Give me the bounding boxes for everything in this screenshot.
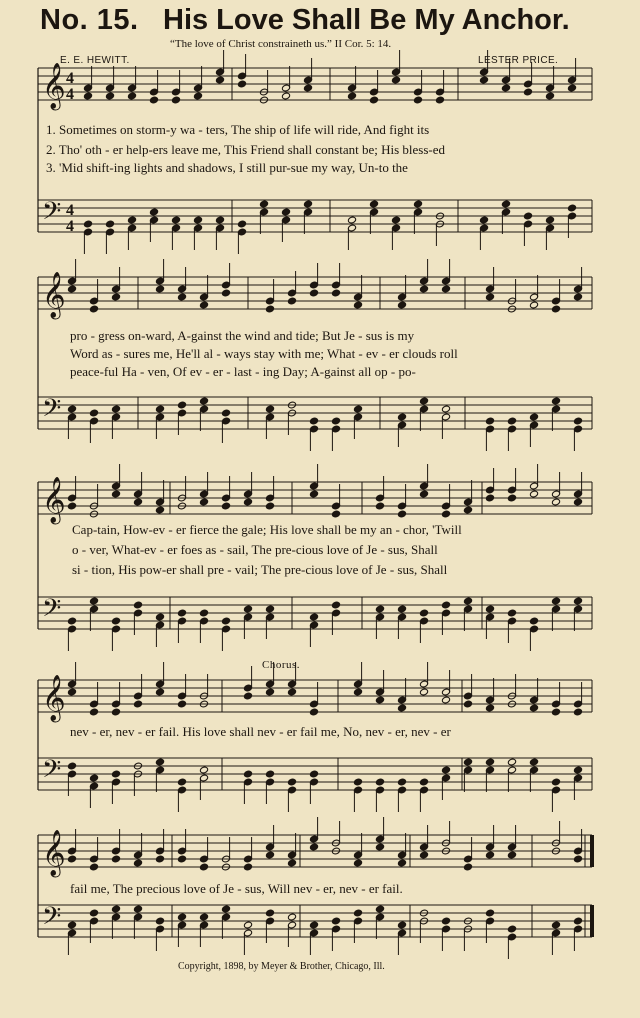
chorus-label: Chorus. xyxy=(262,659,301,671)
lyric-line: 3. 'Mid shift-ing lights and shadows, I still pur-sue my way, Un-to the xyxy=(46,160,408,175)
lyric-line: 2. Tho' oth - er help-ers leave me, This Friend shall constant be; His bless-ed xyxy=(46,142,445,157)
treble-clef-icon: 𝄞 xyxy=(42,477,66,523)
time-signature: 4 xyxy=(66,202,74,219)
lyric-line: o - ver, What-ev - er foes as - sail, The pre-cious love of Je - sus, Shall xyxy=(72,542,438,557)
bass-clef-icon: 𝄢 xyxy=(42,197,62,232)
treble-clef-icon: 𝄞 xyxy=(42,63,66,109)
time-signature: 4 xyxy=(66,70,74,87)
copyright-notice: Copyright, 1898, by Meyer & Brother, Chicago, Ill. xyxy=(178,961,385,972)
lyric-line: fail me, The precious love of Je - sus, Will nev - er, nev - er fail. xyxy=(70,881,403,896)
time-signature: 4 xyxy=(66,86,74,103)
bass-clef-icon: 𝄢 xyxy=(42,902,62,937)
lyric-line: pro - gress on-ward, A-gainst the wind and tide; But Je - sus is my xyxy=(70,328,415,343)
lyric-line: si - tion, His pow-er shall pre - vail; The pre-cious love of Je - sus, Shall xyxy=(72,562,448,577)
composer-credit: LESTER PRICE. xyxy=(478,55,559,66)
lyric-line: Word as - sures me, He'll al - ways stay with me; What - ev - er clouds roll xyxy=(70,346,458,361)
treble-clef-icon: 𝄞 xyxy=(42,830,66,876)
hymn-title: His Love Shall Be My Anchor. xyxy=(163,4,570,36)
bass-clef-icon: 𝄢 xyxy=(42,594,62,629)
treble-clef-icon: 𝄞 xyxy=(42,675,66,721)
bass-clef-icon: 𝄢 xyxy=(42,394,62,429)
hymn-number: No. 15. xyxy=(40,4,139,36)
bass-clef-icon: 𝄢 xyxy=(42,755,62,790)
lyric-line: peace-ful Ha - ven, Of ev - er - last - ing Day; A-gainst all op - po- xyxy=(70,364,416,379)
treble-clef-icon: 𝄞 xyxy=(42,272,66,318)
lyric-line: 1. Sometimes on storm-y wa - ters, The ship of life will ride, And fight its xyxy=(46,122,430,137)
music-system-4 xyxy=(0,670,640,810)
lyric-line: Cap-tain, How-ev - er fierce the gale; His love shall be my an - chor, 'Twill xyxy=(72,522,462,537)
lyric-line: nev - er, nev - er fail. His love shall nev - er fail me, No, nev - er, nev - er xyxy=(70,724,451,739)
author-credit: E. E. HEWITT. xyxy=(60,55,130,66)
time-signature: 4 xyxy=(66,218,74,235)
epigraph: “The love of Christ constraineth us.” II Cor. 5: 14. xyxy=(170,38,392,50)
